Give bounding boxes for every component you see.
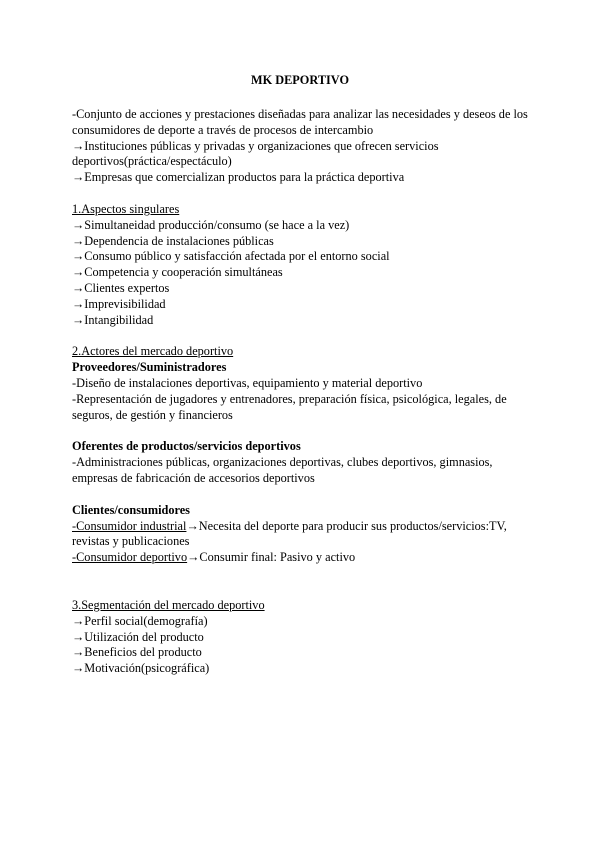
paragraph-line: -Diseño de instalaciones deportivas, equipamiento y material deportivo [72, 375, 423, 390]
intro-block [72, 107, 532, 186]
list-item: →Beneficios del producto [72, 645, 202, 660]
paragraph-line: revistas y publicaciones [72, 534, 190, 549]
paragraph-line: -Representación de jugadores y entrenadores, preparación física, psicológica, legales, de [72, 391, 507, 406]
definition-line: consumidores de deporte a través de procesos de intercambio [72, 122, 374, 137]
subsection-heading: Proveedores/Suministradores [72, 360, 227, 375]
list-item: →Motivación(psicográfica) [72, 661, 210, 676]
consumer-deportivo-label: -Consumidor deportivo [72, 550, 188, 565]
section-aspectos [72, 202, 532, 328]
document-body [72, 73, 532, 677]
consumer-deportivo-text: →Consumir final: Pasivo y activo [187, 550, 356, 565]
list-item: →Competencia y cooperación simultáneas [72, 265, 283, 280]
paragraph-line: empresas de fabricación de accesorios deportivos [72, 470, 315, 485]
definition-line: -Conjunto de acciones y prestaciones diseñadas para analizar las necesidades y deseos de los [72, 107, 528, 121]
intro-item: deportivos(práctica/espectáculo) [72, 154, 232, 169]
intro-item: →Instituciones públicas y privadas y organizaciones que ofrecen servicios [72, 138, 439, 153]
consumer-industrial-label: -Consumidor industrial [72, 518, 187, 533]
list-item: →Simultaneidad producción/consumo (se hace a la vez) [72, 217, 350, 232]
list-item: →Intangibilidad [72, 312, 154, 327]
consumer-deportivo-line [72, 550, 532, 566]
list-item: →Clientes expertos [72, 280, 170, 295]
list-item: →Perfil social(demografía) [72, 613, 208, 628]
section-heading: 3.Segmentación del mercado deportivo [72, 597, 265, 612]
list-item: →Utilización del producto [72, 629, 204, 644]
paragraph-line: seguros, de gestión y financieros [72, 407, 233, 422]
subsection-heading: Clientes/consumidores [72, 502, 190, 517]
subsection-heading: Oferentes de productos/servicios deportivos [72, 439, 301, 454]
section-heading: 2.Actores del mercado deportivo [72, 344, 234, 359]
section-heading: 1.Aspectos singulares [72, 201, 180, 216]
list-item: →Imprevisibilidad [72, 296, 166, 311]
list-item: →Consumo público y satisfacción afectada por el entorno social [72, 249, 390, 264]
consumer-industrial-text: →Necesita del deporte para producir sus productos/servicios:TV, [186, 518, 507, 533]
section-actores [72, 344, 532, 566]
section-segmentacion [72, 598, 532, 677]
list-item: →Dependencia de instalaciones públicas [72, 233, 274, 248]
document-title: MK DEPORTIVO [250, 73, 350, 87]
intro-item: →Empresas que comercializan productos para la práctica deportiva [72, 170, 405, 185]
consumer-industrial-line [72, 519, 532, 535]
paragraph-line: -Administraciones públicas, organizaciones deportivas, clubes deportivos, gimnasios, [72, 455, 493, 470]
